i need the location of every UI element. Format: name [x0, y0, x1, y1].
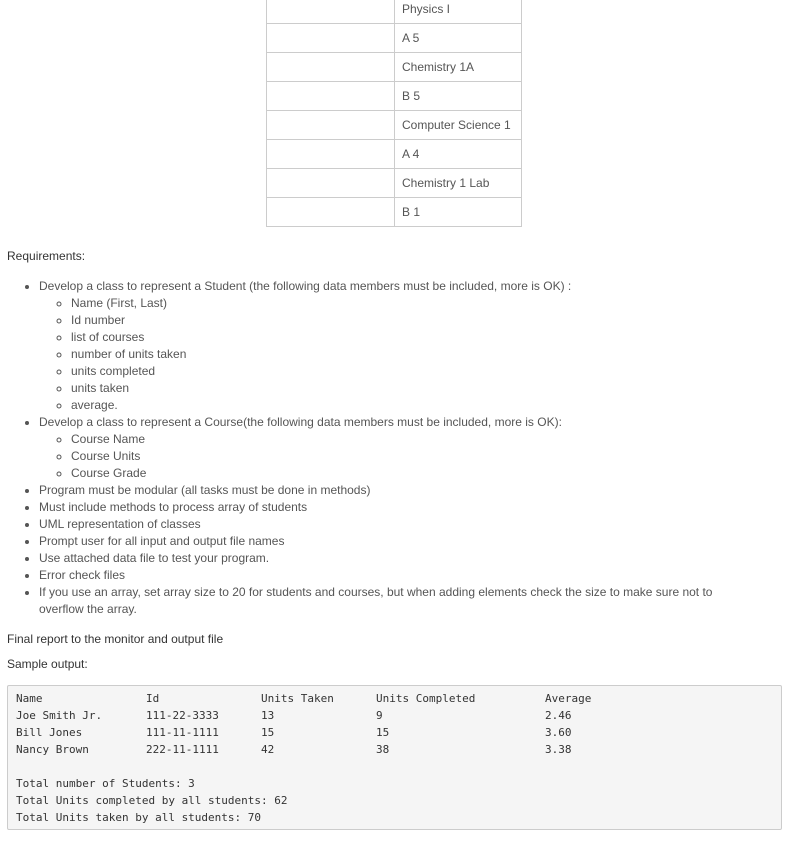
student-name: Nancy Brown [16, 743, 89, 756]
student-units-taken: 42 [261, 743, 275, 756]
total-taken-line: Total Units taken by all students: 70 [16, 811, 262, 824]
sample-output-heading: Sample output: [7, 657, 88, 671]
header-units-taken: Units Taken [261, 692, 334, 705]
table-row [267, 53, 522, 82]
list-item [39, 278, 747, 414]
header-units-completed: Units Completed [376, 692, 476, 705]
list-item [39, 414, 747, 482]
student-id: 222-11-1111 [146, 743, 219, 756]
table-row [267, 82, 522, 111]
course-class-requirement: Develop a class to represent a Course(the following data members must be included, more is OK): [39, 415, 562, 429]
course-members-list [39, 431, 747, 482]
table-cell-course: Chemistry 1 Lab [395, 169, 522, 198]
table-cell-empty [267, 111, 395, 140]
table-row [267, 111, 522, 140]
student-average: 2.46 [545, 709, 572, 722]
list-item: ◦ Name (First, Last) [71, 295, 747, 312]
sample-output-block [7, 685, 782, 830]
table-cell-course: Physics I [395, 0, 522, 24]
table-cell-grade: A 5 [395, 24, 522, 53]
student-average: 3.60 [545, 726, 572, 739]
student-average: 3.38 [545, 743, 572, 756]
table-row [267, 24, 522, 53]
table-cell-grade: B 5 [395, 82, 522, 111]
list-item: • Use attached data file to test your program. [39, 550, 747, 567]
list-item: • Error check files [39, 567, 747, 584]
total-completed-line: Total Units completed by all students: 62 [16, 794, 288, 807]
list-item: ◦ average. [71, 397, 747, 414]
student-class-requirement: Develop a class to represent a Student (the following data members must be included, more is OK) : [39, 279, 572, 293]
requirements-list [0, 278, 747, 618]
table-cell-course: Chemistry 1A [395, 53, 522, 82]
table-row [267, 0, 522, 24]
student-units-completed: 15 [376, 726, 390, 739]
table-cell-empty [267, 198, 395, 227]
student-members-list [39, 295, 747, 414]
table-cell-empty [267, 82, 395, 111]
student-units-taken: 13 [261, 709, 275, 722]
table-cell-course: Computer Science 1 [395, 111, 522, 140]
table-row [267, 198, 522, 227]
student-units-completed: 9 [376, 709, 383, 722]
student-name: Joe Smith Jr. [16, 709, 103, 722]
list-item: ◦ number of units taken [71, 346, 747, 363]
table-cell-empty [267, 140, 395, 169]
output-header-row [16, 690, 776, 707]
table-cell-grade: A 4 [395, 140, 522, 169]
list-item: • UML representation of classes [39, 516, 747, 533]
list-item: • Prompt user for all input and output file names [39, 533, 747, 550]
table-cell-empty [267, 24, 395, 53]
header-id: Id [146, 692, 160, 705]
list-item: ◦ Course Name [71, 431, 747, 448]
student-id: 111-22-3333 [146, 709, 219, 722]
output-row [16, 707, 776, 724]
total-students-line: Total number of Students: 3 [16, 777, 195, 790]
header-name: Name [16, 692, 43, 705]
requirements-heading: Requirements: [7, 249, 86, 263]
table-cell-grade: B 1 [395, 198, 522, 227]
list-item: ◦ Course Units [71, 448, 747, 465]
table-cell-empty [267, 169, 395, 198]
final-report-heading: Final report to the monitor and output file [7, 632, 224, 646]
output-row [16, 741, 776, 758]
student-name: Bill Jones [16, 726, 83, 739]
course-table [266, 0, 522, 227]
header-average: Average [545, 692, 592, 705]
table-row [267, 169, 522, 198]
list-item: • Program must be modular (all tasks must be done in methods) [39, 482, 747, 499]
list-item: ◦ units completed [71, 363, 747, 380]
list-item: ◦ Id number [71, 312, 747, 329]
student-units-taken: 15 [261, 726, 275, 739]
list-item: ◦ units taken [71, 380, 747, 397]
list-item: • Must include methods to process array of students [39, 499, 747, 516]
table-row [267, 140, 522, 169]
student-id: 111-11-1111 [146, 726, 219, 739]
table-cell-empty [267, 0, 395, 24]
student-units-completed: 38 [376, 743, 390, 756]
list-item: • If you use an array, set array size to 20 for students and courses, but when adding elements check the size to make sure not to overflow the array. [39, 584, 747, 618]
output-row [16, 724, 776, 741]
list-item: ◦ list of courses [71, 329, 747, 346]
table-cell-empty [267, 53, 395, 82]
list-item: ◦ Course Grade [71, 465, 747, 482]
